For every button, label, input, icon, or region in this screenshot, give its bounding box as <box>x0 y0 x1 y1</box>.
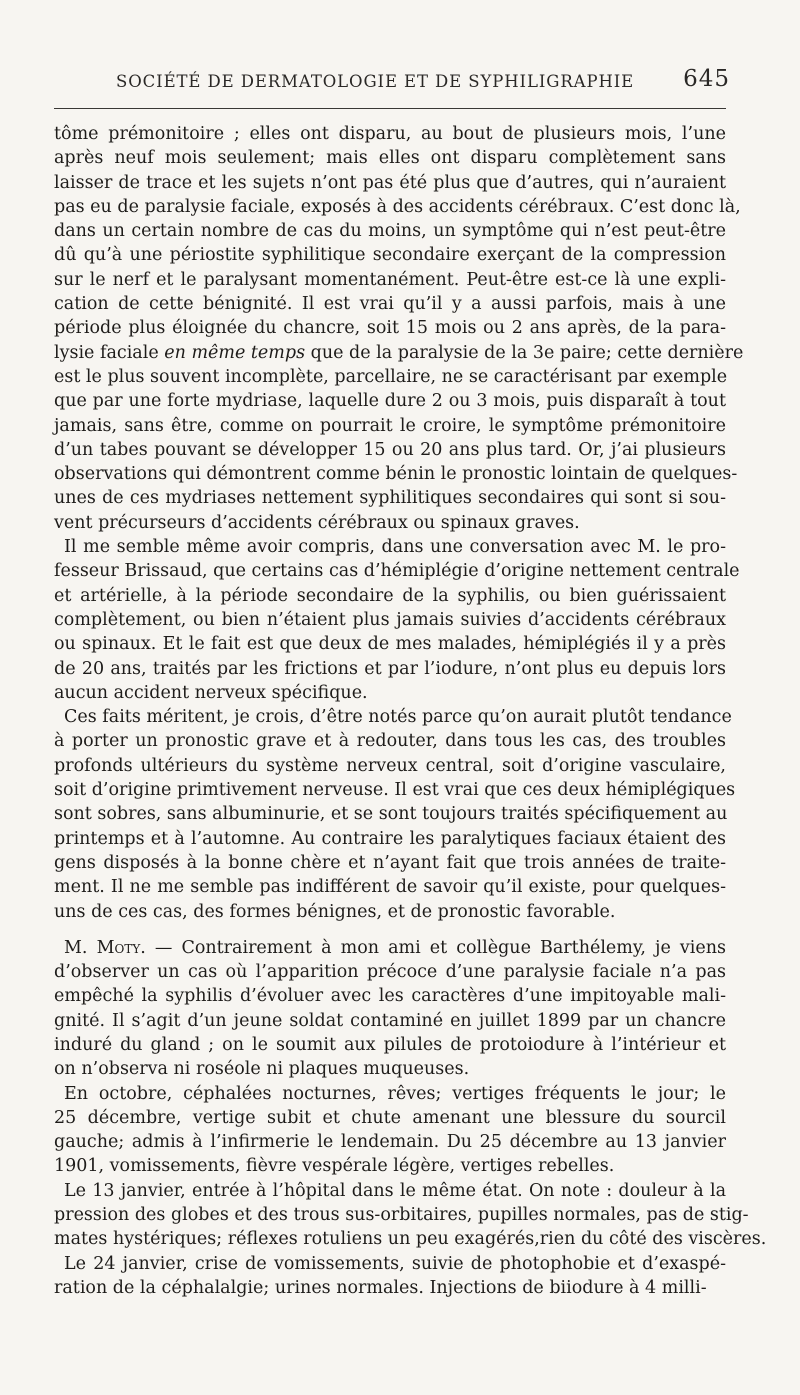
text-line: période plus éloignée du chancre, soit 15 mois ou 2 ans après, de la para- <box>54 318 726 339</box>
text-line: dans un certain nombre de cas du moins, un symptôme qui n’est peut-être <box>54 221 726 242</box>
text-line: de 20 ans, traités par les frictions et par l’iodure, n’ont plus eu depuis lors <box>54 658 726 679</box>
text-line: sont sobres, sans albuminurie, et se sont toujours traités spécifiquement au <box>54 804 728 825</box>
text-line: 25 décembre, vertige subit et chute amenant une blessure du sourcil <box>54 1107 726 1128</box>
text-line: Le 24 janvier, crise de vomissements, suivie de photophobie et d’exaspé- <box>64 1253 726 1274</box>
text-line: ment. Il ne me semble pas indifférent de savoir qu’il existe, pour quelques- <box>54 877 726 898</box>
paragraph <box>54 1082 726 1179</box>
text-line: gens disposés à la bonne chère et n’ayant fait que trois années de traite- <box>54 852 726 873</box>
text-line: tôme prémonitoire ; elles ont disparu, au bout de plusieurs mois, l’une <box>54 124 726 144</box>
header-rule <box>54 108 726 109</box>
text-line: gnité. Il s’agit d’un jeune soldat contaminé en juillet 1899 par un chancre <box>54 1010 726 1031</box>
text-line: uns de ces cas, des formes bénignes, et de pronostic favorable. <box>54 901 616 922</box>
paragraph <box>54 1179 767 1252</box>
text-line: complètement, ou bien n’étaient plus jamais suivies d’accidents cérébraux <box>54 609 726 630</box>
text-line: vent précurseurs d’accidents cérébraux ou spinaux graves. <box>54 512 580 533</box>
text-line: Ces faits méritent, je crois, d’être notés parce qu’on aurait plutôt tendance <box>64 707 732 728</box>
text-line: que par une forte mydriase, laquelle dure 2 ou 3 mois, puis disparaît à tout <box>54 391 726 412</box>
text-line: dû qu’à une périostite syphilitique secondaire exerçant de la compression <box>54 245 726 266</box>
text-line: à porter un pronostic grave et à redouter, dans tous les cas, des troubles <box>54 731 726 752</box>
text-line: d’observer un cas où l’apparition précoce d’une paralysie faciale n’a pas <box>54 962 726 983</box>
text-line: unes de ces mydriases nettement syphilitiques secondaires qui sont si sou- <box>54 488 726 509</box>
paragraph <box>54 1252 726 1301</box>
paragraph-gap <box>54 924 726 936</box>
body-text <box>54 122 767 1300</box>
paragraph <box>54 705 736 924</box>
text-line: profonds ultérieurs du système nerveux central, soit d’origine vasculaire, <box>54 755 726 776</box>
text-line: après neuf mois seulement; mais elles ont disparu complètement sans <box>54 148 726 169</box>
text-line: printemps et à l’automne. Au contraire les paralytiques faciaux étaient des <box>54 828 726 849</box>
text-line: soit d’origine primtivement nerveuse. Il est vrai que ces deux hémiplégiques <box>54 780 736 801</box>
running-head <box>54 66 730 100</box>
text-line: aucun accident nerveux spécifique. <box>54 682 368 703</box>
text-line: ration de la céphalalgie; urines normales. Injections de biiodure à 4 milli- <box>54 1277 707 1298</box>
text-line: et artérielle, à la période secondaire de la syphilis, ou bien guérissaient <box>54 585 726 606</box>
running-title: SOCIÉTÉ DE DERMATOLOGIE ET DE SYPHILIGRAPHIE <box>116 72 635 91</box>
text-line: mates hystériques; réflexes rotuliens un peu exagérés,rien du côté des viscères. <box>54 1229 767 1250</box>
text-line: 1901, vomissements, fièvre vespérale légère, vertiges rebelles. <box>54 1156 615 1177</box>
paragraph <box>54 122 744 535</box>
text-line: M. Moty. — Contrairement à mon ami et collègue Barthélemy, je viens <box>64 937 726 958</box>
text-line: En octobre, céphalées nocturnes, rêves; vertiges fréquents le jour; le <box>64 1083 726 1104</box>
paragraph <box>54 936 726 1082</box>
paragraph <box>54 535 740 705</box>
page-number: 645 <box>683 66 730 92</box>
text-line: cation de cette bénignité. Il est vrai qu’il y a aussi parfois, mais à une <box>54 294 726 315</box>
text-line: sur le nerf et le paralysant momentanément. Peut-être est-ce là une expli- <box>54 269 726 290</box>
text-line: gauche; admis à l’infirmerie le lendemain. Du 25 décembre au 13 janvier <box>54 1132 726 1153</box>
text-line: d’un tabes pouvant se développer 15 ou 20 ans plus tard. Or, j’ai plusieurs <box>54 439 726 460</box>
text-line: fesseur Brissaud, que certains cas d’hémiplégie d’origine nettement centrale <box>54 561 740 582</box>
text-line: Le 13 janvier, entrée à l’hôpital dans le même état. On note : douleur à la <box>64 1180 726 1201</box>
text-line: jamais, sans être, comme on pourrait le croire, le symptôme prémonitoire <box>54 415 726 436</box>
text-line: pression des globes et des trous sus-orbitaires, pupilles normales, pas de stig- <box>54 1205 749 1226</box>
text-line: laisser de trace et les sujets n’ont pas été plus que d’autres, qui n’auraient <box>54 172 726 193</box>
text-line: est le plus souvent incomplète, parcellaire, ne se caractérisant par exemple <box>54 366 728 387</box>
text-line: empêché la syphilis d’évoluer avec les caractères d’une impitoyable mali- <box>54 986 726 1007</box>
text-line: induré du gland ; on le soumit aux pilules de protoiodure à l’intérieur et <box>54 1034 726 1055</box>
text-line: observations qui démontrent comme bénin le pronostic lointain de quelques- <box>54 464 738 485</box>
text-line: Il me semble même avoir compris, dans une conversation avec M. le pro- <box>64 537 726 558</box>
text-line: on n’observa ni roséole ni plaques muqueuses. <box>54 1059 470 1080</box>
text-line: lysie faciale en même temps que de la paralysie de la 3e paire; cette dernière <box>54 342 744 363</box>
text-line: ou spinaux. Et le fait est que deux de mes malades, hémiplégiés il y a près <box>54 634 726 655</box>
text-line: pas eu de paralysie faciale, exposés à des accidents cérébraux. C’est donc là, <box>54 196 741 217</box>
